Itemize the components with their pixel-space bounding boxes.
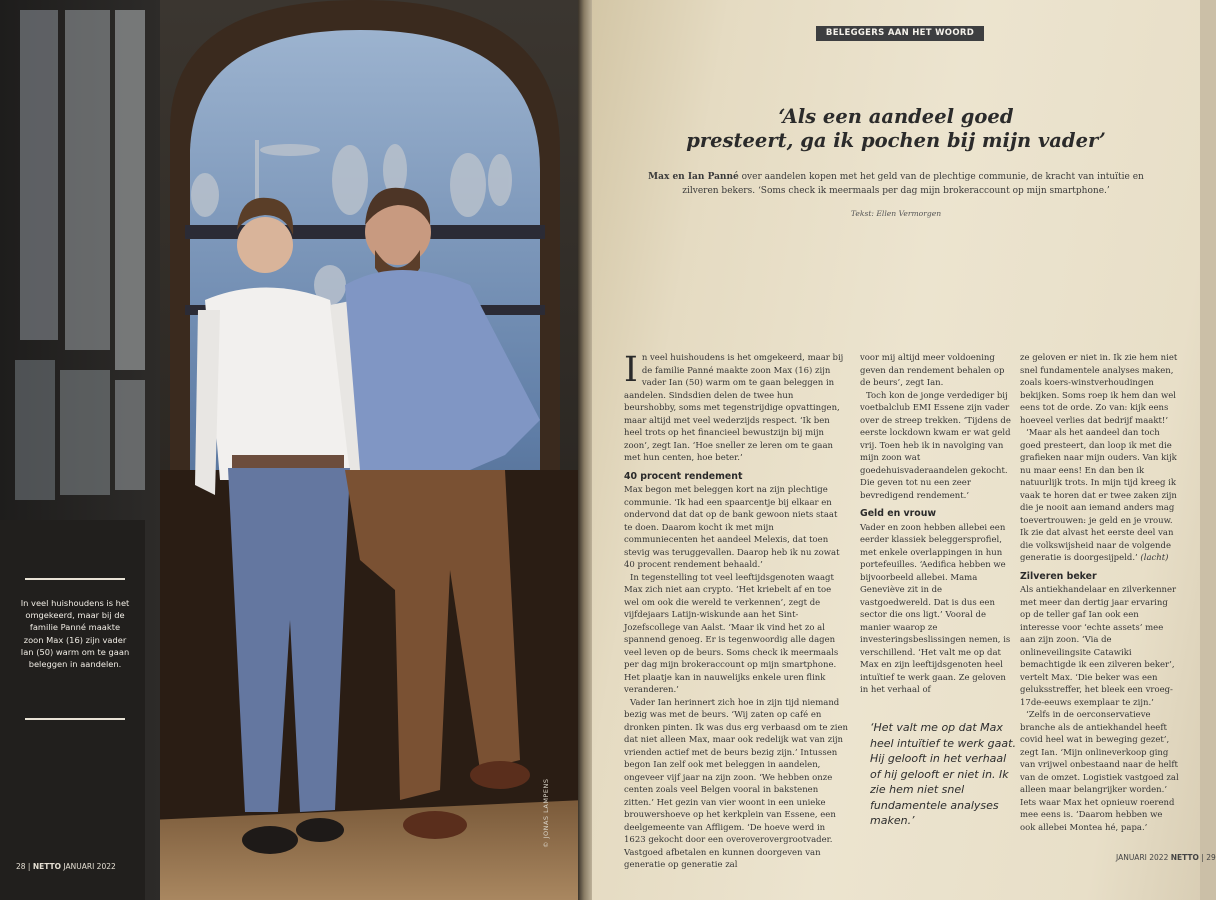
paragraph: Als antiekhandelaar en zilverkenner met meer dan dertig jaar ervaring op de teller gaf Ian ook een interesse voor ‘echte assets’ mee aan zijn zoon. ‘Via de onlineveilingsite Catawiki bemachtigde ik een zilveren beker’, vertelt Max. ‘Die beker was een geluksstreffer, het bleek een vroeg-17de-eeuws exemplaar te zijn.’ — [1020, 585, 1177, 708]
paragraph: ze geloven er niet in. Ik zie hem niet snel fundamentele analyses maken, zoals koers-winstverhoudingen bekijken. Soms roep ik hem dan wel eens tot de orde. Zo van: kijk eens hoeveel verlies dat bedrijf maakt!’ — [1020, 353, 1178, 426]
caption-rule-top — [25, 578, 125, 580]
portrait-photo — [0, 0, 585, 900]
folio-right: JANUARI 2022 NETTO | 29 — [1116, 853, 1216, 862]
subheading: Zilveren beker — [1020, 570, 1097, 582]
intro-lead — [632, 170, 1160, 198]
paragraph: voor mij altijd meer voldoening geven dan rendement behalen op de beurs’, zegt Ian. — [860, 353, 1005, 388]
caption-rule-bottom — [25, 718, 125, 720]
right-page — [592, 0, 1216, 900]
paragraph — [624, 352, 848, 465]
photo-caption: In veel huishoudens is het omgekeerd, maar bij de familie Panné maakte zoon Max (16) zijn vader Ian (50) warm om te gaan beleggen in aandelen. — [20, 598, 130, 670]
folio-magazine: NETTO — [32, 862, 62, 871]
article-column-1 — [624, 352, 848, 872]
pull-quote: ‘Het valt me op dat Max heel intuïtief te werk gaat. Hij gelooft in het verhaal of hij gelooft er niet in. Ik zie hem niet snel fundamentele analyses maken.’ — [870, 721, 1016, 827]
section-rubric: BELEGGERS AAN HET WOORD — [816, 26, 984, 41]
subheading: Geld en vrouw — [860, 508, 937, 519]
paragraph: In tegenstelling tot veel leeftijdsgenoten waagt Max zich niet aan crypto. ‘Het kriebelt af en toe wel om ook die wereld te verkennen’, zegt de vijfdejaars Latijn-wiskunde aan het Sint-Jozefscollege van Aalst. ‘Maar ik vind het zo al spannend genoeg. Er is tegenwoordig alle dagen veel leven op de beurs. Soms check ik meermaals per dag mijn brokeraccount op mijn smartphone. Het plaatje kan in nauwelijks enkele uren flink veranderen.’ — [624, 572, 839, 695]
intro-text: over aandelen kopen met het geld van de plechtige communie, de kracht van intuïtie en zilveren bekers. ‘Soms check ik meermaals per dag mijn brokeraccount op mijn smartphone.’ — [682, 172, 1144, 196]
paragraph-text: n veel huishoudens is het omgekeerd, maar bij de familie Panné maakte zoon Max (16) zijn vader Ian (50) warm om te gaan beleggen in aandelen. Sindsdien delen de twee hun beurshobby, soms met tegenstrijdige opvattingen, maar altijd met veel wederzijds respect. ‘Ik ben heel trots op het financieel bewustzijn bij mijn zoon’, zegt Ian. ‘Hoe sneller ze leren om te gaan met hun centen, hoe beter.’ — [624, 353, 844, 463]
headline — [622, 105, 1170, 153]
aside-lacht: (lacht) — [1140, 553, 1169, 563]
folio-date: JANUARI 2022 — [63, 862, 116, 871]
folio-page-number: 28 — [16, 862, 26, 871]
headline-line-2: presteert, ga ik pochen bij mijn vader’ — [686, 129, 1106, 152]
paragraph — [1020, 427, 1180, 565]
folio-page-number: 29 — [1206, 853, 1216, 862]
paragraph: ‘Zelfs in de oerconservatieve branche als de antiekhandel heeft covid heel wat in beweging gezet’, zegt Ian. ‘Mijn onlineverkoop ging van vrijwel onbestaand naar de helft van de omzet. Logistiek vastgoed zal alleen maar belangrijker worden.’ Iets waar Max het opnieuw roerend mee eens is. ‘Daarom hebben we ook allebei Montea hé, papa.’ — [1020, 710, 1179, 833]
paragraph: Max begon met beleggen kort na zijn plechtige communie. ‘Ik had een spaarcentje bij elkaar en ondervond dat dat op de bank gewoon niets staat te doen. Daarom kocht ik met mijn communiecenten het aandeel Melexis, dat toen stevig was teruggevallen. Daarop heb ik nu zowat 40 procent rendement behaald.’ — [624, 485, 840, 570]
folio-date: JANUARI 2022 — [1116, 853, 1169, 862]
intro-names: Max en Ian Panné — [648, 172, 739, 182]
paragraph: Toch kon de jonge verdediger bij voetbalclub EMI Essene zijn vader over de streep trekken. ‘Tijdens de eerste lockdown kwam er wat geld vrij. Toen heb ik in navolging van mijn zoon wat goedehuisvaderaandelen gekocht. Die geven tot nu een zeer bevredigend rendement.’ — [860, 390, 1011, 501]
article-column-3 — [1020, 352, 1180, 834]
byline: Tekst: Ellen Vermorgen — [850, 209, 942, 218]
subheading: 40 procent rendement — [624, 470, 743, 482]
paragraph: Vader en zoon hebben allebei een eerder klassiek beleggersprofiel, met enkele overlappingen in hun portefeuilles. ‘Aedifica hebben we bijvoorbeeld allebei. Mama Geneviève zit in de vastgoedwereld. Dat is dus een sector die ons ligt.’ Vooral de manier waarop ze investeringsbeslissingen nemen, is verschillend. ‘Het valt me op dat Max en zijn leeftijdsgenoten heel intuïtief te werk gaan. Ze geloven in het verhaal of — [860, 522, 1011, 695]
paragraph-text: ‘Maar als het aandeel dan toch goed presteert, dan loop ik met die grafieken naar mijn ouders. Van kijk nu maar eens! En dan ben ik natuurlijk trots. In mijn tijd kreeg ik vaak te horen dat er twee zaken zijn die je nooit aan iemand anders mag toevertrouwen: je geld en je vrouw. Ik zie dat alvast het eerste deel van die volkswijsheid naar de volgende generatie is doorgesijpeld.’ — [1020, 428, 1177, 563]
folio-left: 28 | NETTO JANUARI 2022 — [16, 862, 116, 871]
headline-line-1: ‘Als een aandeel goed — [778, 105, 1014, 128]
folio-magazine: NETTO — [1170, 853, 1199, 862]
article-column-2 — [860, 352, 1012, 697]
drop-cap: I — [624, 350, 638, 390]
left-page — [0, 0, 585, 900]
photo-credit: © JONAS LAMPENS — [542, 778, 550, 848]
paragraph: Vader Ian herinnert zich hoe in zijn tijd niemand bezig was met de beurs. ‘Wij zaten op café en dronken pinten. Ik was dus erg verbaasd om te zien dat niet alleen Max, maar ook redelijk wat van zijn vrienden actief met de beurs bezig zijn.’ Intussen begon Ian zelf ook met beleggen in aandelen, ongeveer vijf jaar na zijn zoon. ‘We hebben onze centen zoals veel Belgen vooral in bakstenen zitten.’ Het gezin van vier woont in een unieke brouwershoeve op het kerkplein van Essene, een deelgemeente van Affligem. ‘De hoeve werd in 1623 gekocht door een overoverovergrootvader. Vastgoed afbetalen en kunnen doorgeven van generatie op generatie zal — [624, 697, 848, 870]
